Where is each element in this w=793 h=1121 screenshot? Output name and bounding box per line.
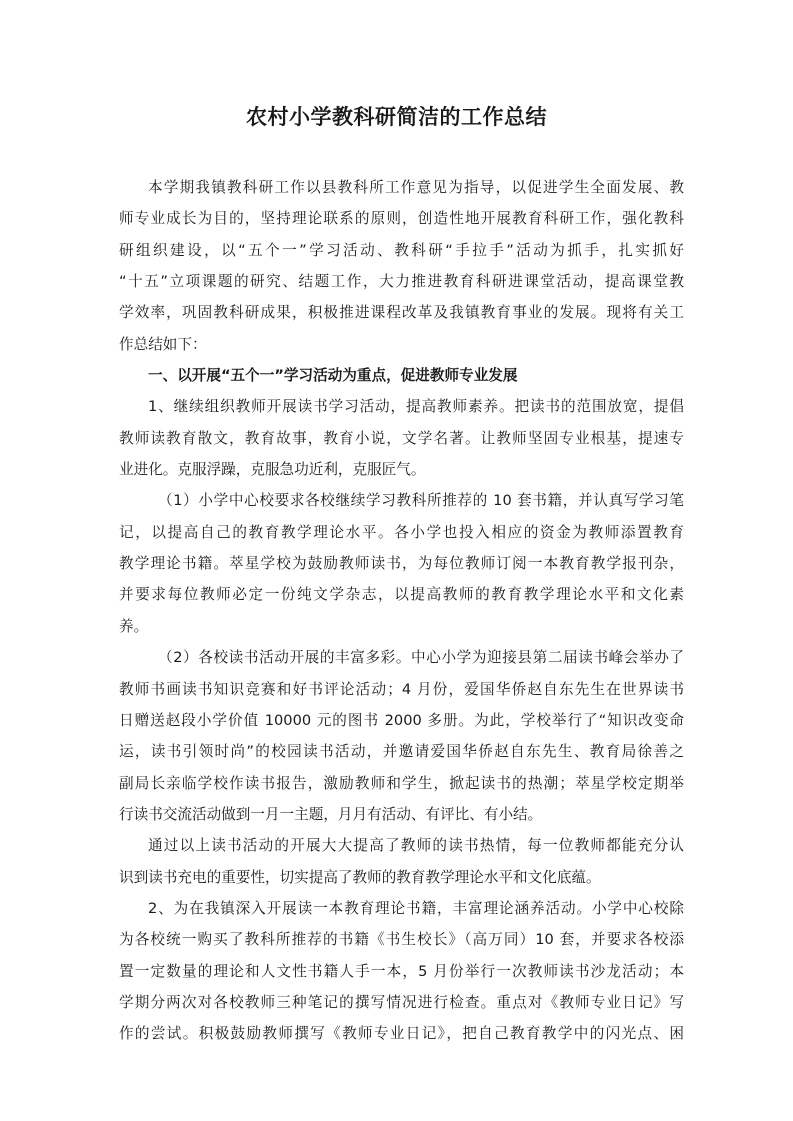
text-line: 业进化。克服浮躁，克服急功近利，克服匠气。: [119, 461, 426, 479]
text-line: 研组织建设，以“五个一”学习活动、教科研“手拉手”活动为抓手，扎实抓好: [119, 241, 684, 259]
text-line: 通过以上读书活动的开展大大提高了教师的读书热情，每一位教师都能充分认: [148, 837, 684, 855]
text-line: 行读书交流活动做到一月一主题，月月有活动、有评比、有小结。: [119, 805, 543, 823]
text-line: 1、继续组织教师开展读书学习活动，提高教师素养。把读书的范围放宽，提倡: [148, 398, 684, 416]
text-line: 教师读教育散文，教育故事，教育小说，文学名著。让教师坚固专业根基，提速专: [119, 429, 684, 447]
text-line: 并要求每位教师必定一份纯文学杂志，以提高教师的教育教学理论水平和文化素: [119, 586, 684, 604]
text-line: 作的尝试。积极鼓励教师撰写《教师专业日记》，把自己教育教学中的闪光点、困: [119, 1025, 684, 1043]
text-line: 本学期我镇教科研工作以县教科所工作意见为指导，以促进学生全面发展、教: [148, 179, 684, 196]
document-body: [119, 172, 684, 1050]
text-line: 学效率，巩固教科研成果，积极推进课程改革及我镇教育事业的发展。现将有关工: [119, 304, 684, 322]
text-line: 日赠送赵段小学价值 10000 元的图书 2000 多册。为此，学校举行了“知识改变命: [119, 711, 684, 729]
text-line: 置一定数量的理论和人文性书籍人手一本，5 月份举行一次教师读书沙龙活动；本: [119, 962, 684, 980]
section-heading: 一、以开展“五个一”学习活动为重点，促进教师专业发展: [148, 367, 518, 385]
text-line: 学期分两次对各校教师三种笔记的撰写情况进行检查。重点对《教师专业日记》写: [119, 993, 684, 1011]
text-line: 养。: [119, 617, 149, 635]
text-line: （1）小学中心校要求各校继续学习教科所推荐的 10 套书籍，并认真写学习笔: [158, 492, 684, 510]
text-line: 为各校统一购买了教科所推荐的书籍《书生校长》（高万同）10 套，并要求各校添: [119, 931, 684, 949]
text-line: 记，以提高自己的教育教学理论水平。各小学也投入相应的资金为教师添置教育: [119, 523, 684, 541]
text-line: 2、为在我镇深入开展读一本教育理论书籍，丰富理论涵养活动。小学中心校除: [148, 899, 684, 917]
text-line: 教学理论书籍。萃星学校为鼓励教师读书，为每位教师订阅一本教育教学报刊杂，: [119, 555, 684, 573]
text-line: （2）各校读书活动开展的丰富多彩。中心小学为迎接县第二届读书峰会举办了: [158, 649, 684, 667]
text-line: 教师书画读书知识竞赛和好书评论活动；4 月份，爱国华侨赵自东先生在世界读书: [119, 680, 684, 698]
text-line: “十五”立项课题的研究、结题工作，大力推进教育科研进课堂活动，提高课堂教: [119, 273, 684, 291]
text-line: 运，读书引领时尚”的校园读书活动，并邀请爱国华侨赵自东先生、教育局徐善之: [119, 743, 684, 761]
text-line: 识到读书充电的重要性，切实提高了教师的教育教学理论水平和文化底蕴。: [119, 868, 601, 886]
document-title: 农村小学教科研简洁的工作总结: [246, 105, 547, 129]
text-line: 副局长亲临学校作读书报告，激励教师和学生，掀起读书的热潮；萃星学校定期举: [119, 774, 684, 792]
text-line: 师专业成长为目的，坚持理论联系的原则，创造性地开展教育科研工作，强化教科: [119, 210, 684, 228]
text-line: 作总结如下：: [119, 335, 207, 353]
